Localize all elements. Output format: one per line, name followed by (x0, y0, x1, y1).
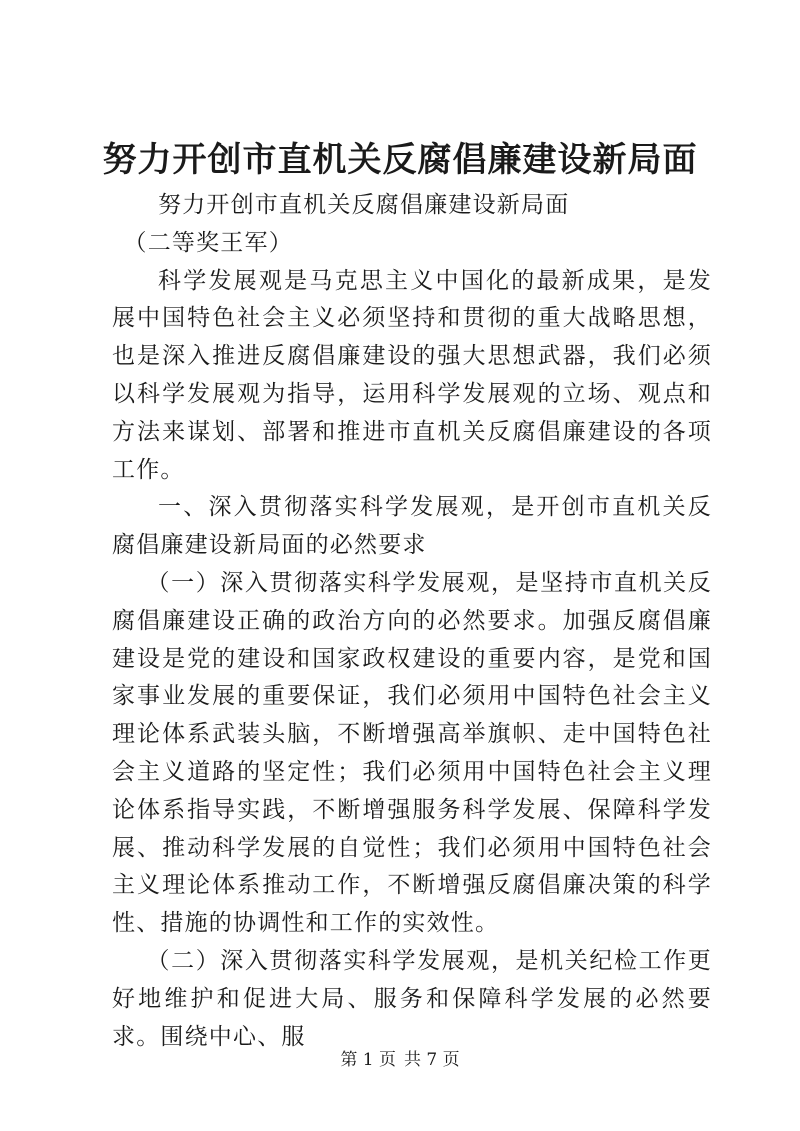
document-subtitle: 努力开创市直机关反腐倡廉建设新局面 (158, 192, 570, 218)
page-footer (0, 1048, 800, 1072)
paragraph-subsection-2: （二）深入贯彻落实科学发展观，是机关纪检工作更好地维护和促进大局、服务和保障科学发展的必然要求。围绕中心、服 (112, 947, 712, 1050)
paragraph-subsection-1: （一）深入贯彻落实科学发展观，是坚持市直机关反腐倡廉建设正确的政治方向的必然要求。加强反腐倡廉建设是党的建设和国家政权建设的重要内容，是党和国家事业发展的重要保证，我们必须用中国特色社会主义理论体系武装头脑，不断增强高举旗帜、走中国特色社会主义道路的坚定性；我们必须用中国特色社会主义理论体系指导实践，不断增强服务科学发展、保障科学发展、推动科学发展的自觉性；我们必须用中国特色社会主义理论体系推动工作，不断增强反腐倡廉决策的科学性、措施的协调性和工作的实效性。 (112, 569, 712, 937)
page-number: 第 1 页 (340, 1050, 396, 1070)
section-heading-1: 一、深入贯彻落实科学发展观，是开创市直机关反腐倡廉建设新局面的必然要求 (112, 494, 712, 559)
page-total: 共 7 页 (404, 1050, 460, 1070)
paragraph-intro: 科学发展观是马克思主义中国化的最新成果，是发展中国特色社会主义必须坚持和贯彻的重大战略思想，也是深入推进反腐倡廉建设的强大思想武器，我们必须以科学发展观为指导，运用科学发展观的立场、观点和方法来谋划、部署和推进市直机关反腐倡廉建设的各项工作。 (112, 267, 712, 483)
award-line: （二等奖王军） (123, 229, 293, 256)
document-body (112, 187, 712, 1056)
document-title: 努力开创市直机关反腐倡廉建设新局面 (102, 140, 698, 180)
